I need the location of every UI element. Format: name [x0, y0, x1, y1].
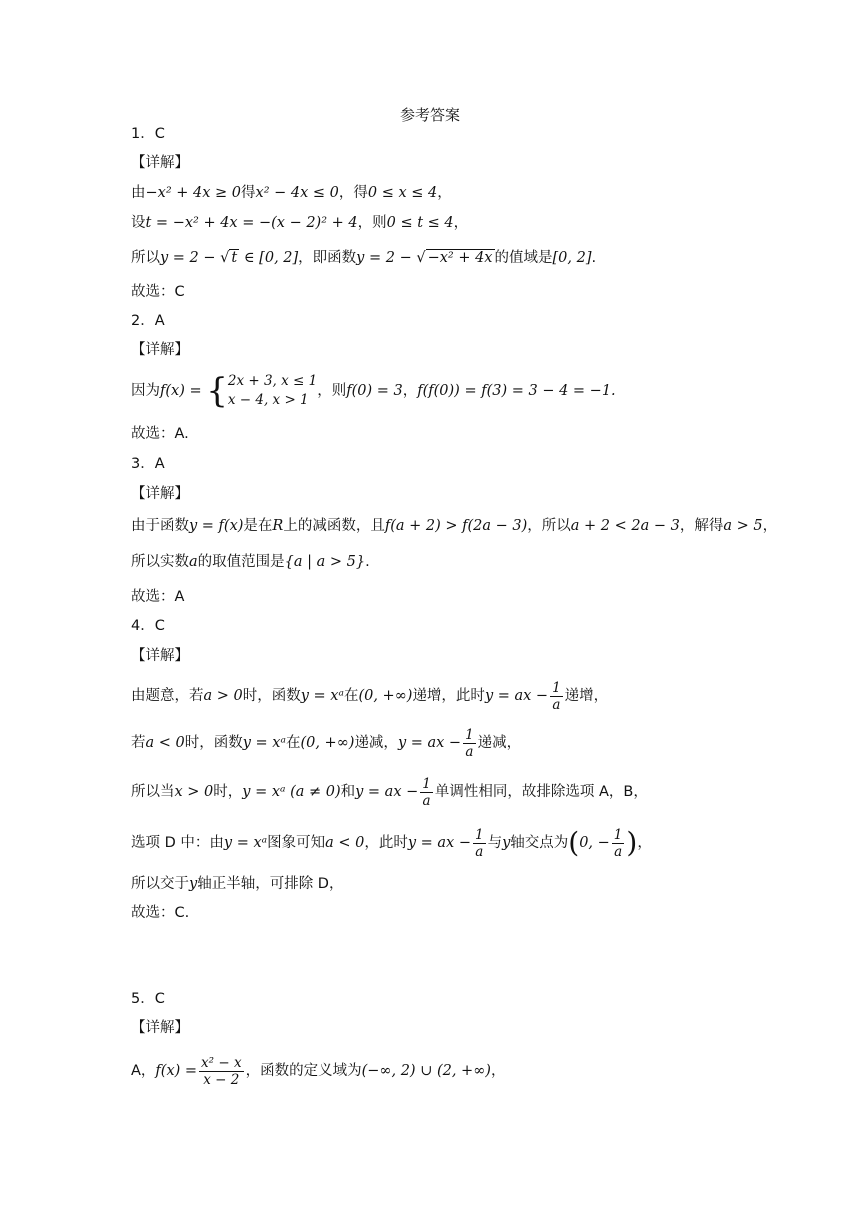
case-2: x − 4, x > 1: [227, 392, 309, 408]
q4-line-1: 由题意，若a > 0时，函数y = xᵃ在(0, +∞)递增，此时y = ax − $\frac{1}{a}$ 递增，: [131, 679, 609, 713]
q3-answer: 故选：A: [131, 589, 185, 605]
q1-line-3: 所以y = 2 − √ t ∈ [0, 2]，即函数y = 2 − √ −x² + 4x 的值域是[0, 2].: [131, 250, 597, 266]
q4-detail-label: 【详解】: [131, 648, 189, 664]
q2-line-1: 因为f(x) = { 2x + 3, x ≤ 1 x − 4, x > 1 ，则f(0) = 3，f(f(0)) = f(3) = 3 − 4 = −1.: [131, 371, 616, 411]
q3-heading: 3．A: [131, 456, 165, 472]
page-title: 参考答案: [399, 106, 460, 124]
q5-heading: 5．C: [131, 991, 165, 1007]
q1-heading: 1．C: [131, 126, 165, 142]
q4-line-5: 所以交于y轴正半轴，可排除 D，: [131, 876, 344, 892]
q1-answer: 故选：C: [131, 284, 185, 300]
q4-line-4: 选项 D 中：由y = xᵃ图象可知a < 0，此时y = ax − $\frac{1}{a}$ 与y轴交点为(0, − $\frac{1}{a}$ )，: [131, 826, 652, 860]
q3-line-1: 由于函数y = f(x)是在R上的减函数，且f(a + 2) > f(2a − 3)，所以a + 2 < 2a − 3，解得a > 5，: [131, 518, 778, 534]
q4-line-3: 所以当x > 0时，y = xᵃ (a ≠ 0)和y = ax − $\frac{1}{a}$ 单调性相同，故排除选项 A，B，: [131, 775, 648, 809]
q4-answer: 故选：C.: [131, 905, 190, 921]
q4-heading: 4．C: [131, 618, 165, 634]
q1-detail-label: 【详解】: [131, 155, 189, 171]
q3-detail-label: 【详解】: [131, 486, 189, 502]
q4-line-2: 若a < 0时，函数y = xᵃ在(0, +∞)递减，y = ax − $\frac{1}{a}$ 递减，: [131, 726, 522, 760]
q2-heading: 2．A: [131, 313, 165, 329]
q2-detail-label: 【详解】: [131, 342, 189, 358]
q3-line-2: 所以实数a的取值范围是{a | a > 5}.: [131, 554, 370, 570]
case-1: 2x + 3, x ≤ 1: [227, 373, 318, 389]
q1-line-2: 设t = −x² + 4x = −(x − 2)² + 4，则0 ≤ t ≤ 4，: [131, 215, 469, 231]
q5-detail-label: 【详解】: [131, 1020, 189, 1036]
q2-answer: 故选：A.: [131, 426, 189, 442]
q1-line-1: 由−x² + 4x ≥ 0得x² − 4x ≤ 0，得0 ≤ x ≤ 4，: [131, 185, 452, 201]
q5-line-1: A，f(x) = $\frac{\text{x² − x}}{x - 2}$ ，函数的定义域为(−∞, 2) ∪ (2, +∞)，: [131, 1054, 506, 1088]
